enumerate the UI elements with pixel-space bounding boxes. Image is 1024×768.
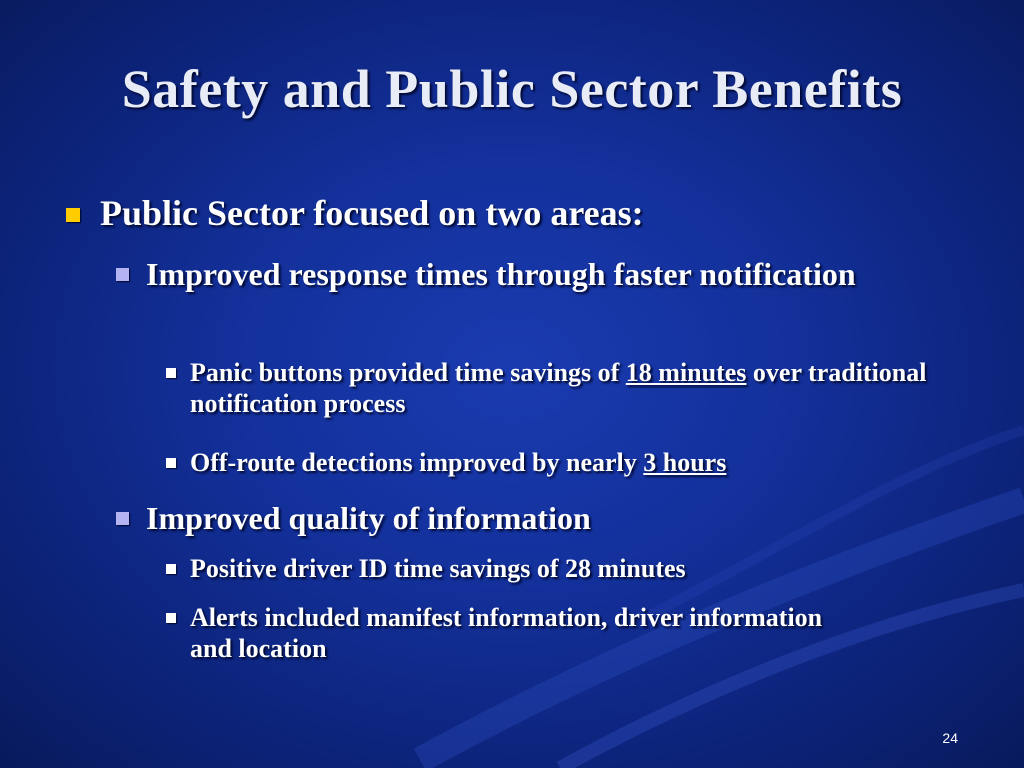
bullet-level3 (190, 553, 950, 584)
slide-title: Safety and Public Sector Benefits (121, 59, 903, 119)
bullet-text: Improved quality of information (146, 500, 591, 536)
square-bullet-icon (166, 368, 176, 378)
bullet-text: Alerts included manifest information, driver information and location (190, 603, 823, 664)
bullet-level3 (190, 447, 950, 478)
bullet-text-continued: over traditional notification process (190, 358, 927, 419)
bullet-text: Public Sector focused on two areas: (100, 193, 644, 233)
highlight-value: 3 hours (643, 448, 727, 477)
bullet-level1 (100, 192, 980, 235)
bullet-text: Off-route detections improved by nearly (190, 448, 644, 477)
square-bullet-icon (166, 458, 176, 468)
slide-number: 24 (942, 730, 958, 746)
bullet-level3 (190, 602, 850, 664)
square-bullet-icon (116, 512, 129, 525)
bullet-text: Positive driver ID time savings of 28 minutes (190, 554, 686, 583)
bullet-level2 (146, 499, 906, 537)
square-bullet-icon (66, 208, 80, 222)
bullet-level2 (146, 255, 866, 293)
square-bullet-icon (166, 613, 176, 623)
highlight-value: 18 minutes (625, 358, 747, 387)
square-bullet-icon (166, 564, 176, 574)
bullet-text: Panic buttons provided time savings of (190, 358, 626, 387)
bullet-level3 (190, 357, 950, 419)
square-bullet-icon (116, 268, 129, 281)
bullet-text: Improved response times through faster notification (146, 256, 856, 292)
